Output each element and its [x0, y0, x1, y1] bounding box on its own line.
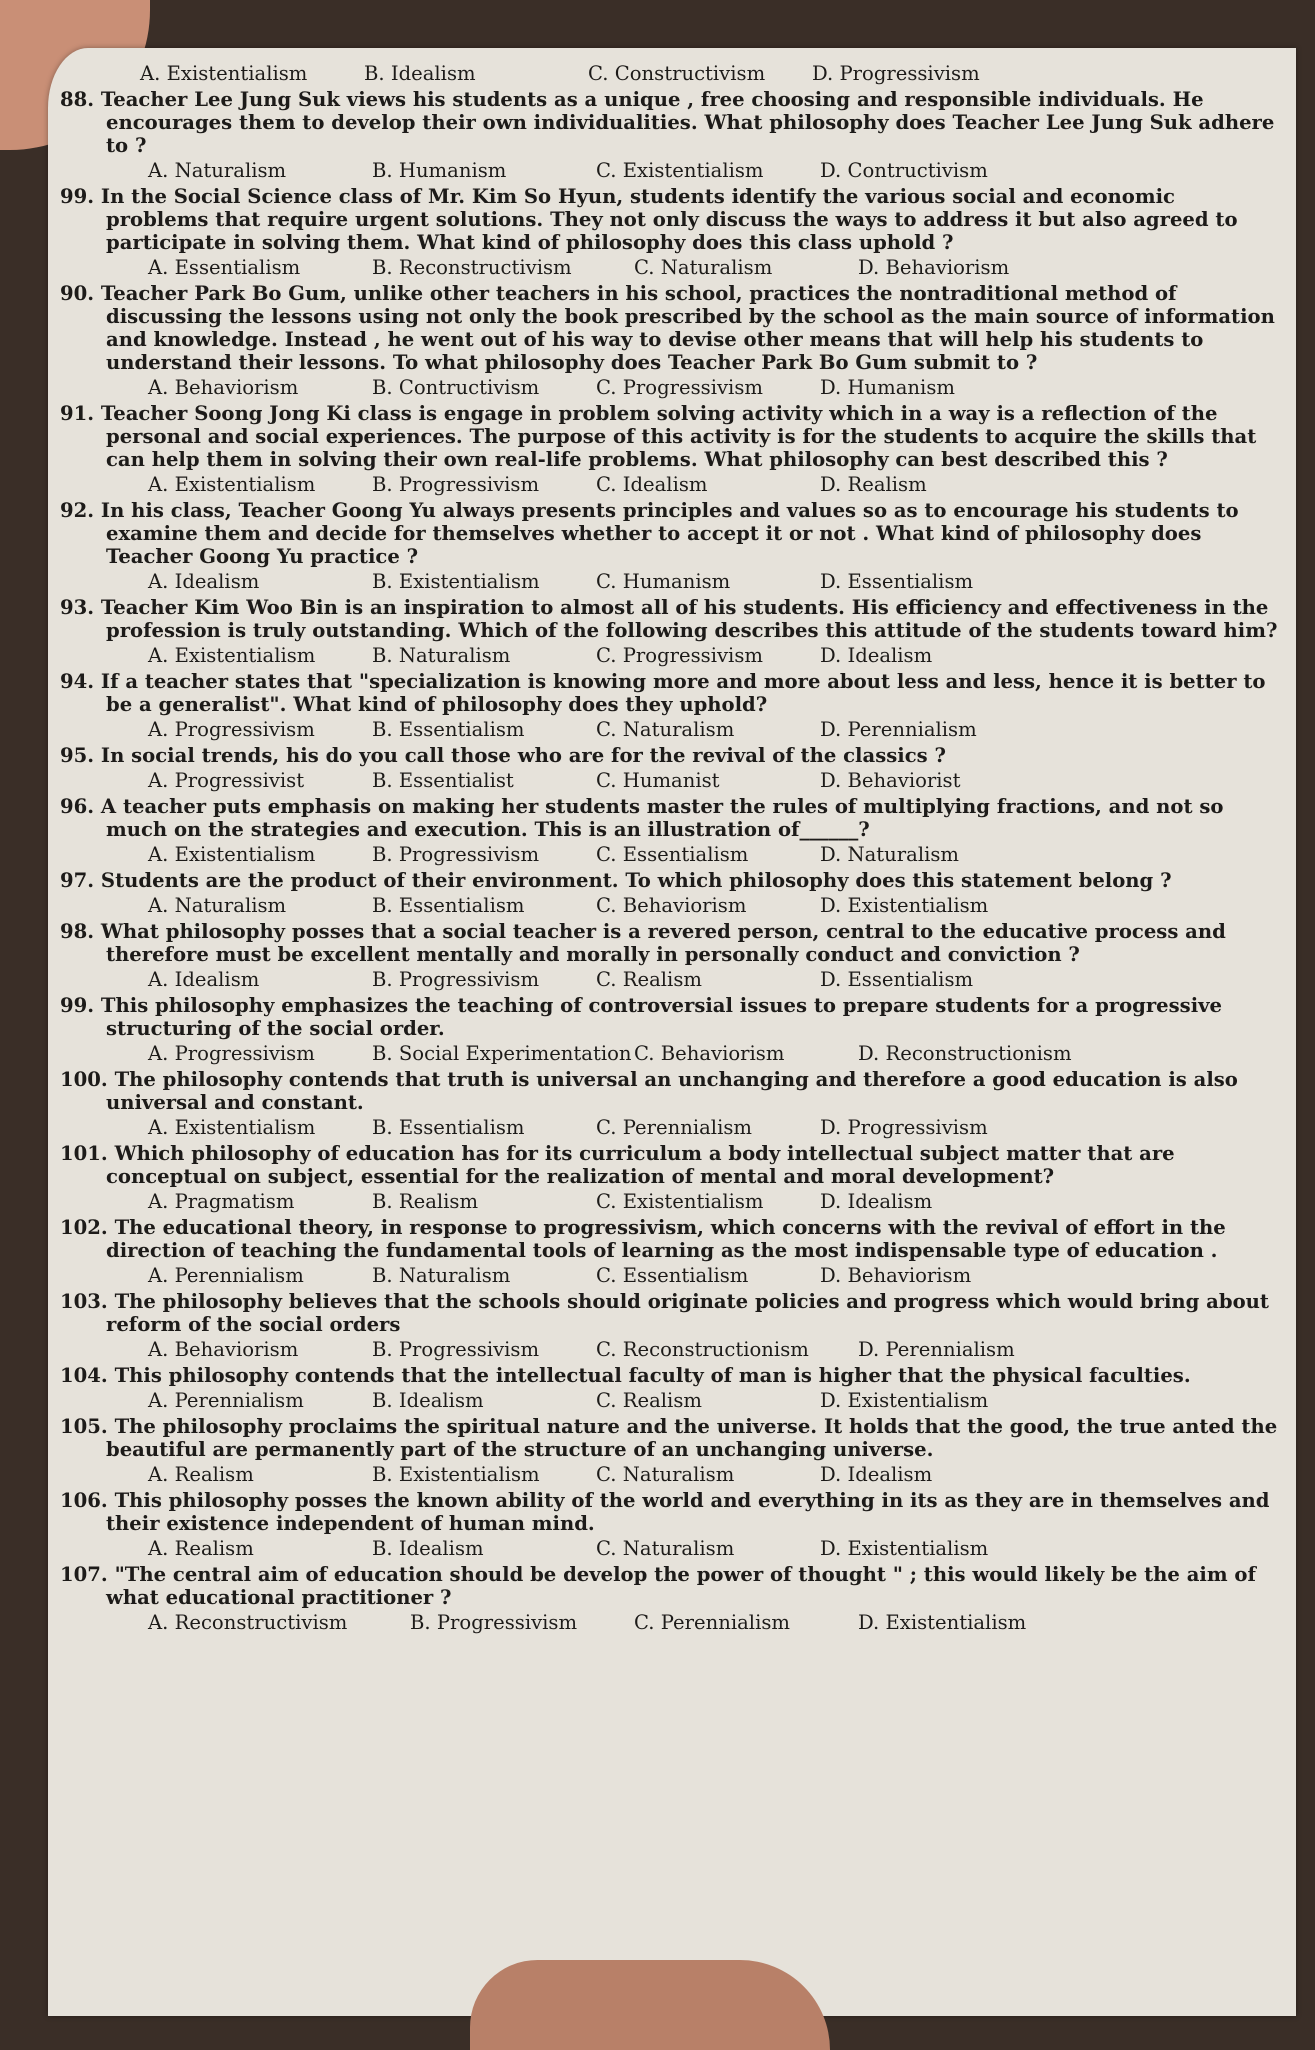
option-a: A. Realism	[148, 1463, 254, 1486]
question-stem	[60, 1563, 1280, 1609]
option-a: A. Existentialism	[148, 644, 316, 667]
option-d: D. Essentialism	[820, 570, 974, 593]
question-number: 93.	[60, 596, 95, 619]
question-text: In social trends, his do you call those who are for the revival of the classics ?	[100, 744, 946, 767]
answer-options	[60, 843, 1280, 866]
question-stem	[60, 744, 1280, 767]
option-b: B. Contructivism	[372, 376, 540, 399]
option-a: A. Idealism	[148, 570, 260, 593]
question-item	[60, 1489, 1280, 1560]
option-d: D. Naturalism	[820, 843, 960, 866]
question-number: 106.	[60, 1489, 108, 1512]
question-item	[60, 1290, 1280, 1361]
option-b: B. Social Experimentation	[372, 1042, 632, 1065]
question-text: The educational theory, in response to progressivism, which concerns with the revival of effort in the direction of teaching the fundamental tools of learning as the most indispensable type of education .	[106, 1216, 1226, 1262]
option-b: B. Progressivism	[372, 843, 540, 866]
option-c: C. Existentialism	[596, 159, 764, 182]
option-b: B. Reconstructivism	[372, 256, 572, 279]
option-b: B. Naturalism	[372, 1264, 511, 1287]
option-c: C. Naturalism	[634, 256, 773, 279]
question-number: 103.	[60, 1290, 108, 1313]
question-number: 91.	[60, 402, 95, 425]
answer-options	[60, 968, 1280, 991]
option-d: D. Existentialism	[820, 1389, 989, 1412]
question-item	[60, 670, 1280, 741]
option-a: A. Progressivism	[148, 718, 315, 741]
lead-options	[60, 62, 1280, 85]
option-c: C. Naturalism	[596, 718, 735, 741]
question-number: 98.	[60, 920, 95, 943]
question-stem	[60, 1216, 1280, 1262]
question-text: Teacher Kim Woo Bin is an inspiration to almost all of his students. His efficiency and effectiveness in the profession is truly outstanding. Which of the following describes this attitude of the students toward him?	[100, 596, 1278, 642]
question-list	[60, 88, 1280, 1634]
question-stem	[60, 795, 1280, 841]
option-b: B. Essentialism	[372, 1116, 525, 1139]
option-a: A. Realism	[148, 1537, 254, 1560]
option-c: C. Existentialism	[596, 1190, 764, 1213]
option-c: C. Reconstructionism	[596, 1338, 809, 1361]
question-number: 102.	[60, 1216, 108, 1239]
answer-options	[60, 769, 1280, 792]
answer-options	[60, 1264, 1280, 1287]
option-d: D. Realism	[820, 473, 927, 496]
option-c: C. Perennialism	[596, 1116, 752, 1139]
option-d: D. Humanism	[820, 376, 955, 399]
option-d: D. Reconstructionism	[858, 1042, 1072, 1065]
option-d: D. Existentialism	[820, 1537, 989, 1560]
question-number: 99.	[60, 994, 95, 1017]
question-item	[60, 1068, 1280, 1139]
question-number: 92.	[60, 499, 95, 522]
option-b: B. Essentialist	[372, 769, 514, 792]
question-text: A teacher puts emphasis on making her students master the rules of multiplying fractions, and not so much on the strategies and execution. This is an illustration of______?	[100, 795, 1224, 841]
option-c: C. Essentialism	[596, 843, 749, 866]
option-a: A. Existentialism	[148, 473, 316, 496]
question-item	[60, 869, 1280, 917]
option-b: B. Progressivism	[372, 1338, 540, 1361]
question-text: Teacher Park Bo Gum, unlike other teachers in his school, practices the nontraditional method of discussing the lessons using not only the book prescribed by the school as the main source of information and knowledge. Instead , he went out of his way to devise other means that will help his students to understand their lessons. To what philosophy does Teacher Park Bo Gum submit to ?	[100, 282, 1275, 374]
option-c: C. Idealism	[596, 473, 708, 496]
question-text: The philosophy contends that truth is universal an unchanging and therefore a good education is also universal and constant.	[106, 1068, 1238, 1114]
option-c: C. Naturalism	[596, 1463, 735, 1486]
option-a: A. Existentialism	[140, 62, 308, 85]
option-a: A. Perennialism	[148, 1389, 304, 1412]
option-d: D. Idealism	[820, 644, 933, 667]
answer-options	[60, 718, 1280, 741]
answer-options	[60, 644, 1280, 667]
question-item	[60, 920, 1280, 991]
option-a: A. Existentialism	[148, 1116, 316, 1139]
question-stem	[60, 920, 1280, 966]
question-item	[60, 1415, 1280, 1486]
question-number: 90.	[60, 282, 95, 305]
option-b: B. Essentialism	[372, 718, 525, 741]
option-d: D. Perennialism	[820, 718, 977, 741]
question-item	[60, 499, 1280, 593]
option-b: B. Realism	[372, 1190, 479, 1213]
question-item	[60, 1563, 1280, 1634]
question-number: 107.	[60, 1563, 108, 1586]
question-number: 100.	[60, 1068, 108, 1091]
option-d: D. Idealism	[820, 1463, 933, 1486]
answer-options	[60, 1042, 1280, 1065]
question-stem	[60, 185, 1280, 254]
option-b: B. Humanism	[372, 159, 507, 182]
option-c: C. Progressivism	[596, 644, 763, 667]
option-c: C. Essentialism	[596, 1264, 749, 1287]
answer-options	[60, 894, 1280, 917]
option-b: B. Naturalism	[372, 644, 511, 667]
option-b: B. Progressivism	[372, 473, 540, 496]
answer-options	[60, 256, 1280, 279]
option-c: C. Progressivism	[596, 376, 763, 399]
option-d: D. Progressivism	[812, 62, 980, 85]
answer-options	[60, 473, 1280, 496]
option-d: D. Progressivism	[820, 1116, 988, 1139]
option-d: D. Essentialism	[820, 968, 974, 991]
question-text: "The central aim of education should be develop the power of thought " ; this would likely be the aim of what educational practitioner ?	[106, 1563, 1256, 1609]
question-item	[60, 185, 1280, 279]
option-b: B. Progressivism	[372, 968, 540, 991]
question-item	[60, 1216, 1280, 1287]
option-c: C. Humanist	[596, 769, 720, 792]
question-item	[60, 795, 1280, 866]
option-d: D. Behaviorist	[820, 769, 961, 792]
question-number: 96.	[60, 795, 95, 818]
option-c: C. Realism	[596, 968, 702, 991]
option-d: D. Existentialism	[858, 1611, 1027, 1634]
question-text: Teacher Soong Jong Ki class is engage in problem solving activity which in a way is a reflection of the personal and social experiences. The purpose of this activity is for the students to acquire the skills that can help them in solving their own real-life problems. What philosophy can best described this ?	[100, 402, 1257, 471]
question-text: This philosophy contends that the intellectual faculty of man is higher that the physical faculties.	[114, 1364, 1191, 1387]
question-sheet	[60, 60, 1280, 1990]
question-item	[60, 1142, 1280, 1213]
question-number: 97.	[60, 869, 95, 892]
question-item	[60, 994, 1280, 1065]
question-text: In his class, Teacher Goong Yu always presents principles and values so as to encourage his students to examine them and decide for themselves whether to accept it or not . What kind of philosophy does Teacher Goong Yu practice ?	[100, 499, 1239, 568]
question-stem	[60, 1068, 1280, 1114]
question-stem	[60, 88, 1280, 157]
answer-options	[60, 1116, 1280, 1139]
option-c: C. Behaviorism	[634, 1042, 785, 1065]
option-b: B. Progressivism	[410, 1611, 578, 1634]
question-item	[60, 402, 1280, 496]
question-item	[60, 1364, 1280, 1412]
answer-options	[60, 1190, 1280, 1213]
option-a: A. Reconstructivism	[148, 1611, 348, 1634]
question-stem	[60, 402, 1280, 471]
option-a: A. Pragmatism	[148, 1190, 295, 1213]
question-stem	[60, 1364, 1280, 1387]
question-stem	[60, 596, 1280, 642]
question-text: The philosophy believes that the schools should originate policies and progress which would bring about reform of the social orders	[106, 1290, 1269, 1336]
option-a: A. Naturalism	[148, 894, 287, 917]
question-stem	[60, 1290, 1280, 1336]
option-d: D. Behaviorism	[858, 256, 1010, 279]
option-a: A. Behaviorism	[148, 1338, 299, 1361]
question-stem	[60, 1415, 1280, 1461]
option-b: B. Existentialism	[372, 570, 540, 593]
question-item	[60, 282, 1280, 399]
question-text: This philosophy emphasizes the teaching of controversial issues to prepare students for a progressive structuring of the social order.	[100, 994, 1223, 1040]
question-stem	[60, 670, 1280, 716]
question-text: This philosophy posses the known ability of the world and everything in its as they are in themselves and their existence independent of human mind.	[106, 1489, 1270, 1535]
question-number: 99.	[60, 185, 95, 208]
option-d: D. Existentialism	[820, 894, 989, 917]
option-c: C. Behaviorism	[596, 894, 747, 917]
option-a: A. Essentialism	[148, 256, 301, 279]
option-b: B. Essentialism	[372, 894, 525, 917]
option-d: D. Contructivism	[820, 159, 988, 182]
question-stem	[60, 499, 1280, 568]
option-b: B. Idealism	[372, 1389, 484, 1412]
question-item	[60, 88, 1280, 182]
answer-options	[60, 1537, 1280, 1560]
question-text: If a teacher states that "specialization is knowing more and more about less and less, hence it is better to be a generalist". What kind of philosophy does they uphold?	[100, 670, 1266, 716]
question-stem	[60, 869, 1280, 892]
option-d: D. Behaviorism	[820, 1264, 972, 1287]
option-c: C. Constructivism	[588, 62, 766, 85]
question-text: In the Social Science class of Mr. Kim So Hyun, students identify the various social and economic problems that require urgent solutions. They not only discuss the ways to address it but also agreed to participate in solving them. What kind of philosophy does this class uphold ?	[100, 185, 1238, 254]
question-number: 101.	[60, 1142, 108, 1165]
question-text: Which philosophy of education has for its curriculum a body intellectual subject matter that are conceptual on subject, essential for the realization of mental and moral development?	[106, 1142, 1175, 1188]
answer-options	[60, 1338, 1280, 1361]
option-c: C. Realism	[596, 1389, 702, 1412]
answer-options	[60, 570, 1280, 593]
question-item	[60, 744, 1280, 792]
question-stem	[60, 282, 1280, 374]
answer-options	[60, 1611, 1280, 1634]
option-d: D. Perennialism	[858, 1338, 1015, 1361]
option-a: A. Perennialism	[148, 1264, 304, 1287]
option-a: A. Idealism	[148, 968, 260, 991]
question-item	[60, 596, 1280, 667]
option-a: A. Progressivism	[148, 1042, 315, 1065]
option-c: C. Naturalism	[596, 1537, 735, 1560]
question-text: Teacher Lee Jung Suk views his students as a unique , free choosing and responsible individuals. He encourages them to develop their own individualities. What philosophy does Teacher Lee Jung Suk adhere to ?	[100, 88, 1275, 157]
answer-options	[60, 1389, 1280, 1412]
question-stem	[60, 994, 1280, 1040]
option-b: B. Idealism	[364, 62, 476, 85]
question-number: 105.	[60, 1415, 108, 1438]
option-b: B. Existentialism	[372, 1463, 540, 1486]
option-a: A. Existentialism	[148, 843, 316, 866]
question-stem	[60, 1142, 1280, 1188]
option-a: A. Progressivist	[148, 769, 305, 792]
question-number: 104.	[60, 1364, 108, 1387]
answer-options	[60, 159, 1280, 182]
question-text: Students are the product of their environment. To which philosophy does this statement belong ?	[100, 869, 1172, 892]
question-text: What philosophy posses that a social teacher is a revered person, central to the educative process and therefore must be excellent mentally and morally in personally conduct and conviction ?	[100, 920, 1226, 966]
option-d: D. Idealism	[820, 1190, 933, 1213]
option-a: A. Naturalism	[148, 159, 287, 182]
option-a: A. Behaviorism	[148, 376, 299, 399]
answer-options	[60, 1463, 1280, 1486]
answer-options	[60, 376, 1280, 399]
question-number: 95.	[60, 744, 95, 767]
option-b: B. Idealism	[372, 1537, 484, 1560]
question-stem	[60, 1489, 1280, 1535]
option-c: C. Perennialism	[634, 1611, 790, 1634]
question-number: 94.	[60, 670, 95, 693]
question-number: 88.	[60, 88, 95, 111]
option-c: C. Humanism	[596, 570, 731, 593]
question-text: The philosophy proclaims the spiritual nature and the universe. It holds that the good, the true anted the beautiful are permanently part of the structure of an unchanging universe.	[106, 1415, 1278, 1461]
